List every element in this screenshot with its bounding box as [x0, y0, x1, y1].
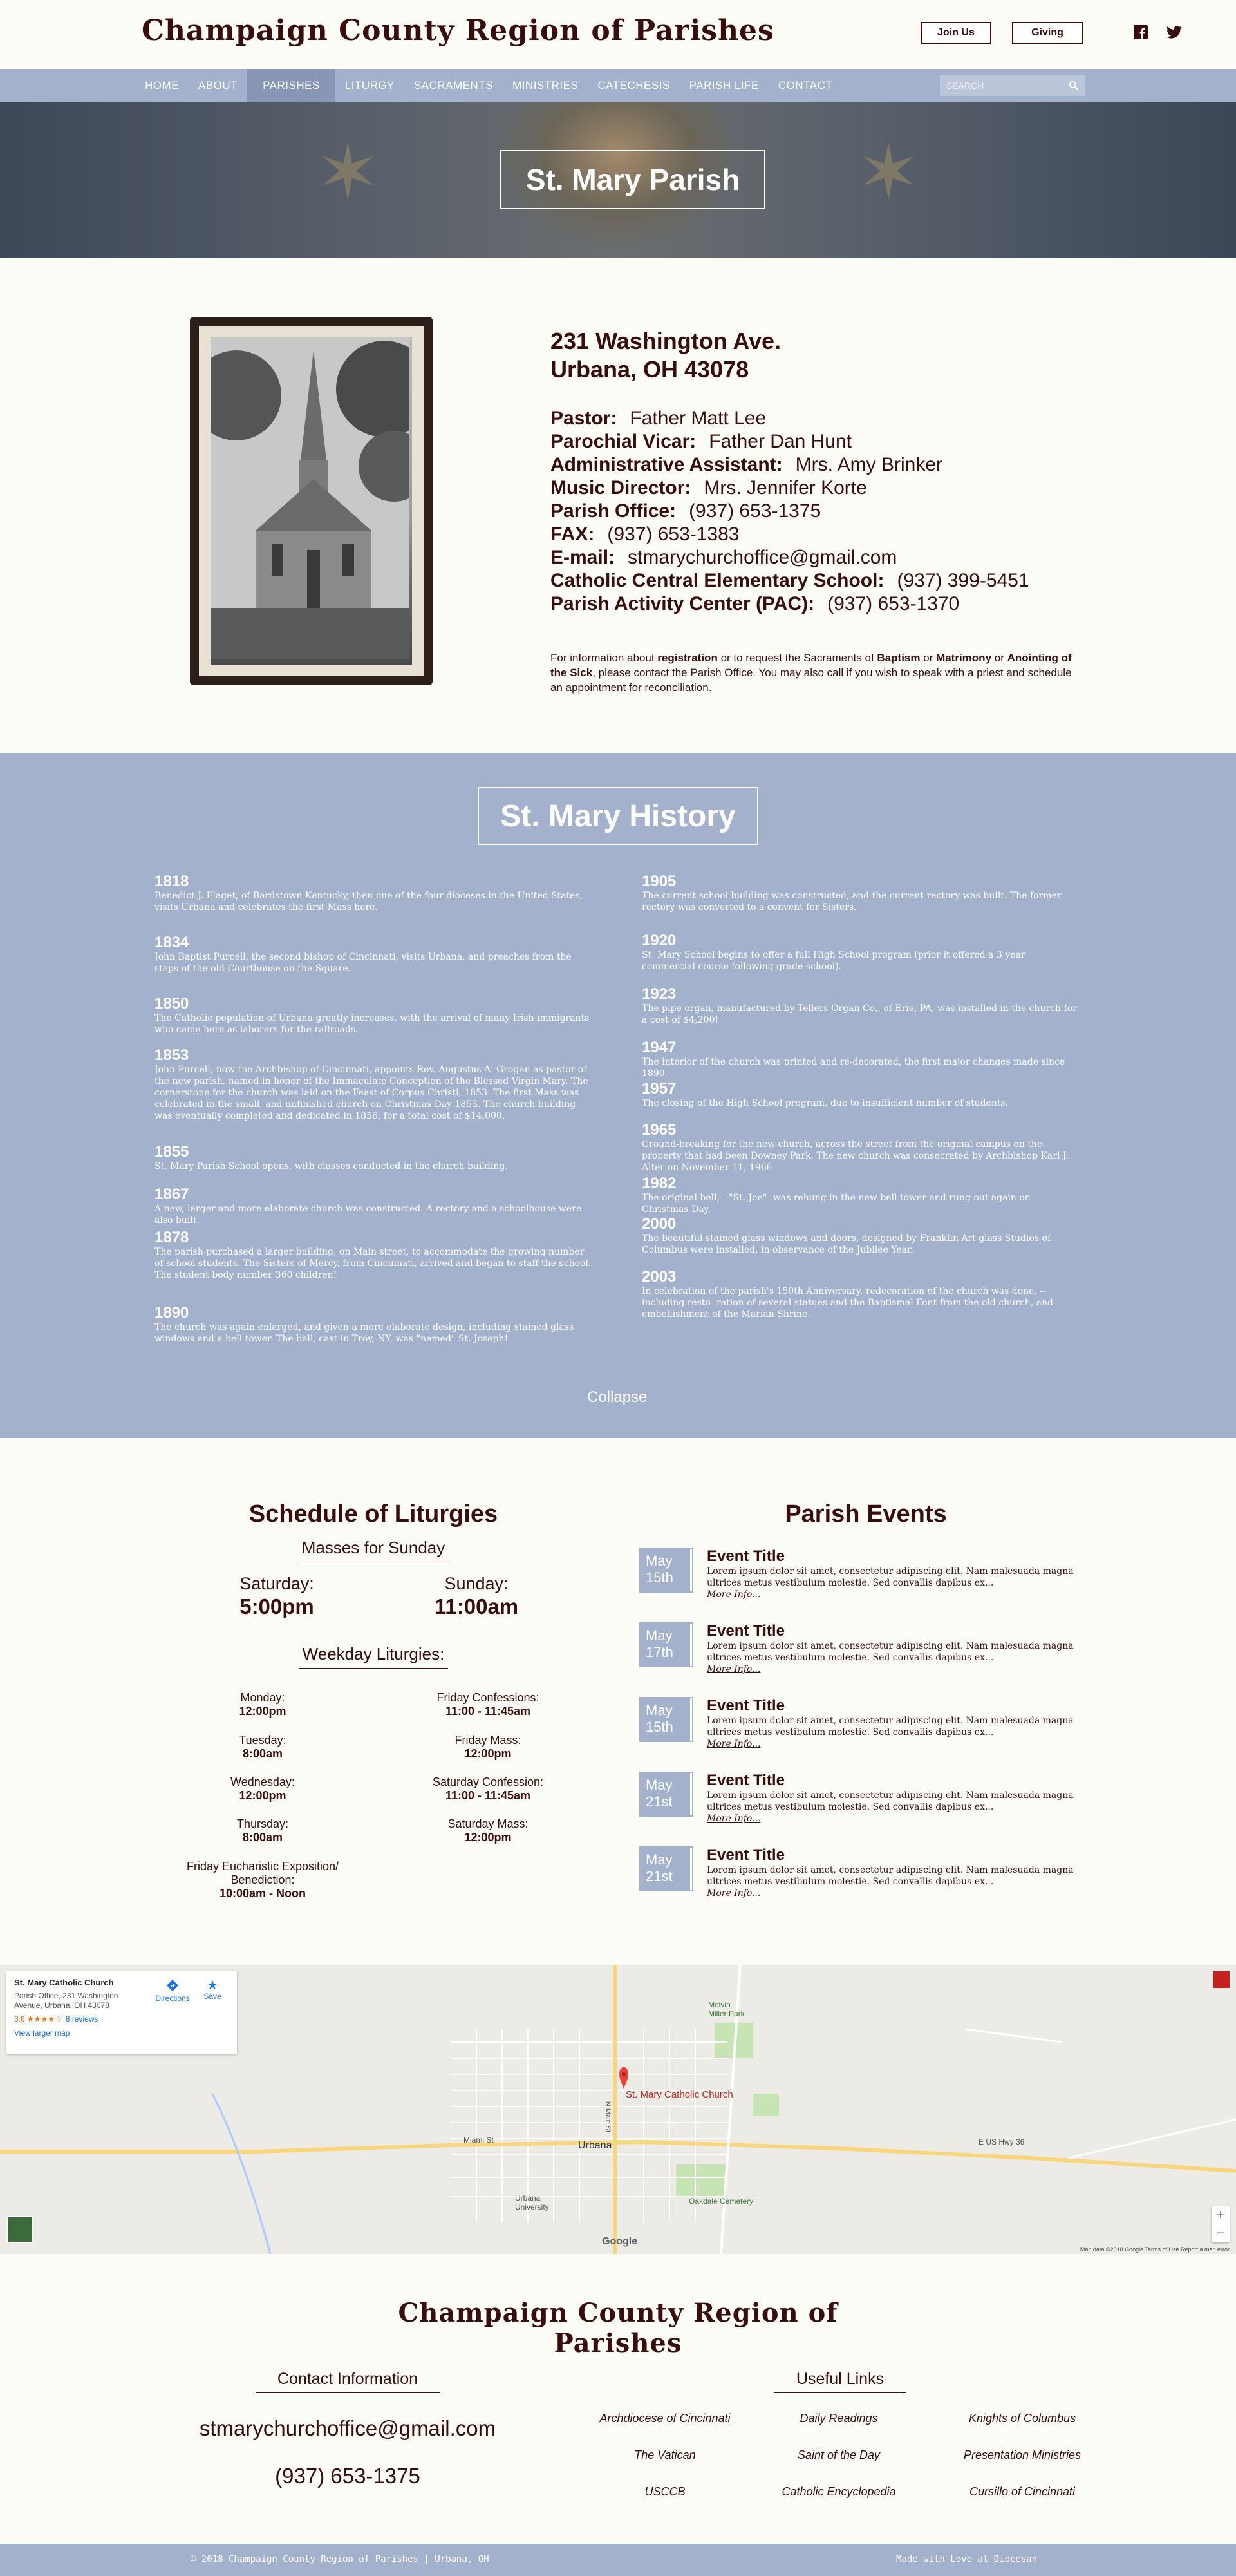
staff-value: Mrs. Amy Brinker	[795, 454, 943, 475]
map-place-name: St. Mary Catholic Church	[14, 1978, 114, 1987]
history-entry	[642, 1269, 1080, 1320]
map-label: E US Hwy 36	[979, 2137, 1025, 2146]
history-entry	[154, 873, 592, 913]
useful-links-heading	[670, 2370, 1011, 2393]
event-month: May	[646, 1777, 673, 1793]
liturgies-title: Schedule of Liturgies	[248, 1501, 498, 1528]
star-decoration-icon: ✶	[856, 129, 921, 216]
history-entry	[154, 996, 592, 1036]
footer-phone: (937) 653-1375	[275, 2464, 420, 2488]
note-bold: Matrimony	[936, 652, 992, 664]
staff-list	[550, 407, 1029, 616]
reviews-link[interactable]: 8 reviews	[65, 2014, 98, 2023]
nav-list	[135, 69, 842, 102]
weekday-label: Saturday Confession:	[432, 1776, 544, 1788]
weekday-time: 12:00pm	[239, 1789, 286, 1802]
map-label: Oakdale Cemetery	[689, 2197, 754, 2206]
weekday-time: 12:00pm	[239, 1705, 286, 1718]
event-title: Event Title	[707, 1548, 785, 1565]
weekday-item	[166, 1691, 359, 1718]
history-text: The original bell, --"St. Joe"--was rehung in the new bell tower and rung out again on Christmas Day.	[642, 1193, 1031, 1215]
map-label: N Main St	[604, 2101, 612, 2133]
staff-row-pac	[550, 592, 1029, 616]
history-year: 1867	[154, 1186, 189, 1203]
staff-value: (937) 653-1383	[607, 524, 740, 545]
history-year: 1855	[154, 1143, 189, 1160]
staff-row-vicar	[550, 430, 1029, 453]
sacraments-note	[550, 650, 1078, 695]
weekday-time: 11:00 - 11:45am	[445, 1789, 531, 1802]
staff-row-pastor	[550, 407, 1029, 430]
twitter-icon[interactable]	[1166, 24, 1182, 40]
footer-link[interactable]: Presentation Ministries	[963, 2448, 1082, 2461]
staff-label: Parish Office:	[550, 500, 677, 522]
history-year: 1965	[642, 1121, 677, 1139]
event-more-link[interactable]: More Info...	[707, 1664, 761, 1674]
event-description: Lorem ipsum dolor sit amet, consectetur adipiscing elit. Nam malesuada magna ultrices metus vestibulum molestie. Sed convallis dapibus ex...	[707, 1790, 1074, 1812]
history-entry	[154, 1305, 592, 1345]
giving-button[interactable]: Giving	[1012, 22, 1083, 44]
history-year: 1923	[642, 985, 677, 1003]
event-more-link[interactable]: More Info...	[707, 1814, 761, 1824]
weekday-time: 12:00pm	[464, 1747, 512, 1760]
event-day: 21st	[646, 1794, 673, 1810]
directions-icon	[166, 1979, 179, 1992]
event-month: May	[646, 1627, 673, 1643]
staff-label: Administrative Assistant:	[550, 454, 783, 475]
weekday-label: Tuesday:	[239, 1734, 286, 1747]
map-label: Urbana University	[515, 2193, 549, 2211]
weekday-heading-text: Weekday Liturgies:	[299, 1644, 449, 1669]
church-image	[211, 337, 412, 665]
map-label: Urbana	[578, 2140, 612, 2151]
weekday-label: Thursday:	[236, 1817, 289, 1830]
footer-link[interactable]: USCCB	[644, 2485, 686, 2498]
history-entry	[642, 933, 1080, 972]
map-attribution: Map data ©2018 Google Terms of Use Report a map error	[1080, 2246, 1230, 2253]
event-day: 15th	[646, 1569, 673, 1586]
staff-row-email	[550, 546, 1029, 569]
history-year: 1905	[642, 873, 677, 890]
fullscreen-icon[interactable]	[1213, 1971, 1230, 1988]
staff-label: FAX:	[550, 524, 595, 545]
staff-label: Catholic Central Elementary School:	[550, 570, 885, 591]
history-entry	[642, 873, 1080, 913]
history-year: 1850	[154, 995, 189, 1012]
save-button[interactable]	[200, 1979, 225, 2001]
footer-link[interactable]: Saint of the Day	[797, 2448, 881, 2461]
staff-row-office	[550, 500, 1029, 523]
map-embed[interactable]	[0, 1965, 1236, 2254]
history-entry	[154, 1229, 592, 1281]
hero-banner	[0, 102, 1236, 258]
history-entry	[642, 986, 1080, 1026]
event-date	[641, 1848, 692, 1890]
history-year: 1982	[642, 1175, 677, 1192]
weekday-time: 8:00am	[242, 1831, 283, 1844]
history-year: 1920	[642, 932, 677, 949]
join-us-button[interactable]: Join Us	[921, 22, 991, 44]
note-text: or to request the Sacraments of	[717, 652, 877, 664]
weekday-item	[166, 1860, 359, 1900]
save-label: Save	[203, 1992, 221, 2001]
footer-link[interactable]: Cursillo of Cincinnati	[969, 2485, 1076, 2498]
weekday-item	[391, 1691, 585, 1718]
search-input[interactable]	[946, 80, 1062, 91]
history-text: In celebration of the parish's 150th Anniversary, redecoration of the church was done, -- including resto- ration of several statues and the Baptismal Font from the old church, and embellishment of the Marian Shrine.	[642, 1286, 1053, 1320]
history-title: St. Mary History	[500, 799, 736, 833]
map-rating	[14, 2014, 229, 2023]
collapse-button[interactable]: Collapse	[587, 1388, 648, 1406]
note-text: or	[991, 652, 1007, 664]
event-month: May	[646, 1852, 673, 1868]
staff-label: Music Director:	[550, 477, 691, 498]
weekday-item	[391, 1817, 585, 1844]
history-text: The current school building was constructed, and the current rectory was built. The former rectory was converted to a convent for Sisters.	[642, 891, 1062, 913]
map-pin-label[interactable]: St. Mary Catholic Church	[626, 2089, 733, 2100]
history-text: John Purcell, now the Archbishop of Cincinnati, appoints Rev. Augustus A. Grogan as pastor of the new parish, named in honor of the Immaculate Conception of the Blessed Virgin Mary. The cornerstone for the church was laid on the Feast of Corpus Christi, 1853. The first Mass was celebrated in the small, and unfinished church on Christmas Day 1853. The church building was eventually completed and dedicated in 1856, for a total cost of $14,000.	[154, 1065, 588, 1121]
history-year: 2003	[642, 1268, 677, 1285]
event-month: May	[646, 1702, 673, 1718]
history-year: 2000	[642, 1215, 677, 1233]
church-photo-frame	[190, 317, 433, 685]
history-entry	[154, 1186, 592, 1226]
weekday-label: Monday:	[240, 1691, 285, 1704]
sunday-mass	[425, 1573, 528, 1620]
weekday-heading	[212, 1644, 534, 1669]
note-bold: registration	[657, 652, 718, 664]
history-text: The Catholic population of Urbana greatly increases, with the arrival of many Irish immigrants who came here as laborers for the railroads.	[154, 1013, 590, 1035]
staff-value: (937) 653-1370	[827, 593, 960, 614]
history-year: 1947	[642, 1039, 677, 1056]
history-title-box	[478, 787, 758, 845]
weekday-label: Friday Confessions:	[436, 1691, 539, 1704]
footer-email[interactable]: stmarychurchoffice@gmail.com	[199, 2416, 496, 2440]
main-nav	[0, 69, 1236, 102]
nav-item-parishes[interactable]: PARISHES	[247, 69, 335, 102]
staff-row-music	[550, 477, 1029, 500]
site-header	[0, 0, 1236, 69]
history-text: A new, larger and more elaborate church was constructed. A rectory and a schoolhouse were also built.	[154, 1204, 582, 1226]
contact-heading	[129, 2370, 566, 2393]
history-year: 1818	[154, 873, 189, 890]
event-day: 15th	[646, 1719, 673, 1735]
star-rating-icon: ★★★★☆	[27, 2014, 62, 2023]
staff-label: Pastor:	[550, 408, 617, 429]
history-text: St. Mary Parish School opens, with classes conducted in the church building.	[154, 1161, 508, 1171]
weekday-label: Wednesday:	[230, 1776, 295, 1788]
google-logo: Google	[602, 2236, 638, 2247]
history-text: John Baptist Purcell, the second bishop of Cincinnati, visits Urbana, and preaches from the steps of the old Courthouse on the Square.	[154, 952, 572, 974]
directions-label: Directions	[155, 1994, 190, 2003]
nav-item-home[interactable]: HOME	[145, 79, 179, 91]
mass-time: 11:00am	[434, 1595, 519, 1618]
footer-link[interactable]: The Vatican	[634, 2448, 696, 2461]
event-title: Event Title	[707, 1846, 785, 1864]
map-label: Miami St	[464, 2136, 494, 2145]
rating-value: 3.6	[14, 2014, 25, 2023]
event-more-link[interactable]: More Info...	[707, 1888, 761, 1899]
events-title: Parish Events	[785, 1501, 947, 1528]
footer-link[interactable]: Daily Readings	[800, 2412, 878, 2425]
event-item	[641, 1848, 1078, 1906]
event-description: Lorem ipsum dolor sit amet, consectetur adipiscing elit. Nam malesuada magna ultrices metus vestibulum molestie. Sed convallis dapibus ex...	[707, 1566, 1074, 1588]
history-text: The pipe organ, manufactured by Tellers Organ Co., of Erie, PA, was installed in the church for a cost of $4,200!	[642, 1003, 1077, 1025]
note-text: or	[920, 652, 937, 664]
site-logo[interactable]: Champaign County Region of Parishes	[142, 14, 774, 47]
event-date	[641, 1624, 692, 1666]
nav-item-about[interactable]: ABOUT	[198, 79, 238, 91]
staff-row-admin	[550, 453, 1029, 477]
satellite-toggle[interactable]	[6, 2216, 33, 2243]
event-description: Lorem ipsum dolor sit amet, consectetur adipiscing elit. Nam malesuada magna ultrices metus vestibulum molestie. Sed convallis dapibus ex...	[707, 1865, 1074, 1887]
footer-link[interactable]: Archdiocese of Cincinnati	[599, 2412, 731, 2425]
sunday-heading-text: Masses for Sunday	[298, 1538, 449, 1562]
made-with-text: Made with Love at Diocesan	[896, 2554, 1038, 2564]
event-item	[641, 1698, 1078, 1756]
history-entry	[154, 1047, 592, 1122]
staff-value: (937) 653-1375	[689, 500, 821, 522]
event-more-link[interactable]: More Info...	[707, 1739, 761, 1749]
history-entry	[642, 1122, 1080, 1173]
history-text: The church was again enlarged, and given a more elaborate design, including stained glass windows and a bell tower. The bell, cast in Troy, NY, was "named" St. Joseph!	[154, 1322, 574, 1344]
weekday-label: Friday Mass:	[454, 1734, 521, 1747]
staff-row-school	[550, 569, 1029, 592]
mass-day: Sunday:	[444, 1574, 509, 1593]
useful-links-heading-text: Useful Links	[774, 2370, 906, 2393]
map-place-address: Parish Office, 231 Washington Avenue, Urbana, OH 43078	[14, 1991, 118, 2010]
weekday-time: 8:00am	[242, 1747, 283, 1760]
weekday-time: 12:00pm	[464, 1831, 512, 1844]
map-place-card	[6, 1971, 237, 2054]
footer-link[interactable]: Catholic Encyclopedia	[782, 2485, 896, 2498]
contact-heading-text: Contact Information	[256, 2370, 440, 2393]
history-text: The parish purchased a larger building, on Main street, to accommodate the growing number of school students. The Sisters of Mercy, from Cincinnati, arrived and began to staff the school. The student body number 360 children!	[154, 1247, 592, 1280]
weekday-time: 11:00 - 11:45am	[445, 1705, 531, 1718]
nav-item-ministries[interactable]: MINISTRIES	[512, 79, 579, 91]
staff-value: Father Matt Lee	[630, 408, 767, 429]
event-day: 21st	[646, 1868, 673, 1884]
history-text: The beautiful stained glass windows and doors, designed by Franklin Art glass Studios of Columbus were installed, in observance of the Jubilee Year.	[642, 1233, 1051, 1255]
event-title: Event Title	[707, 1622, 785, 1640]
history-year: 1890	[154, 1304, 189, 1321]
note-text: For information about	[550, 652, 658, 664]
event-description: Lorem ipsum dolor sit amet, consectetur adipiscing elit. Nam malesuada magna ultrices metus vestibulum molestie. Sed convallis dapibus ex...	[707, 1641, 1074, 1663]
event-title: Event Title	[707, 1772, 785, 1789]
history-year: 1878	[154, 1229, 189, 1246]
weekday-item	[166, 1776, 359, 1803]
event-title: Event Title	[707, 1697, 785, 1714]
event-item	[641, 1773, 1078, 1831]
weekday-item	[166, 1817, 359, 1844]
page-title: St. Mary Parish	[525, 163, 740, 196]
nav-item-liturgy[interactable]: LITURGY	[344, 79, 395, 91]
history-entry	[154, 1144, 592, 1172]
zoom-out-button[interactable]: −	[1217, 2226, 1224, 2240]
staff-label: Parochial Vicar:	[550, 431, 697, 452]
weekday-time: 10:00am - Noon	[219, 1887, 306, 1900]
search-icon[interactable]	[1069, 80, 1079, 91]
weekday-item	[166, 1734, 359, 1761]
staff-label: Parish Activity Center (PAC):	[550, 593, 815, 614]
staff-label: E-mail:	[550, 547, 615, 568]
note-bold: Anointing of the Sick	[550, 652, 1072, 679]
history-text: St. Mary School begins to offer a full High School program (prior it offered a 3 year commercial course following grade school).	[642, 950, 1025, 972]
staff-value: (937) 399-5451	[897, 570, 1029, 591]
history-year: 1834	[154, 934, 189, 951]
event-date	[641, 1549, 692, 1591]
event-item	[641, 1624, 1078, 1681]
history-year: 1957	[642, 1080, 677, 1097]
footer-logo[interactable]: Champaign County Region of Parishes	[398, 2298, 838, 2358]
history-text: The interior of the church was printed and re-decorated, the first major changes made since 1890.	[642, 1057, 1065, 1079]
history-section	[0, 753, 1236, 1438]
facebook-icon[interactable]	[1133, 24, 1148, 40]
search-box	[940, 75, 1085, 96]
weekday-item	[391, 1734, 585, 1761]
history-text: Ground-breaking for the new church, across the street from the original campus on the property that had been Downey Park. The new church was consecrated by Archbishop Karl J. Alter on November 11, 1966	[642, 1139, 1069, 1173]
event-more-link[interactable]: More Info...	[707, 1589, 761, 1600]
staff-value: Father Dan Hunt	[709, 431, 852, 452]
nav-item-catechesis[interactable]: CATECHESIS	[597, 79, 670, 91]
event-description: Lorem ipsum dolor sit amet, consectetur adipiscing elit. Nam malesuada magna ultrices metus vestibulum molestie. Sed convallis dapibus ex...	[707, 1716, 1074, 1738]
hero-title-box	[500, 150, 765, 209]
bottom-bar	[0, 2544, 1236, 2576]
map-label: Melvin Miller Park	[708, 2000, 745, 2018]
event-date	[641, 1698, 692, 1741]
nav-item-parish-life[interactable]: PARISH LIFE	[689, 79, 759, 91]
copyright-text: © 2018 Champaign County Region of Parishes | Urbana, OH	[191, 2554, 489, 2564]
saturday-mass	[235, 1573, 319, 1620]
event-item	[641, 1549, 1078, 1607]
address-line-1: 231 Washington Ave.	[550, 328, 782, 354]
zoom-in-button[interactable]: +	[1217, 2208, 1224, 2222]
address-line-2: Urbana, OH 43078	[550, 356, 749, 383]
parish-address	[550, 327, 781, 384]
event-date	[641, 1773, 692, 1815]
history-entry	[642, 1039, 1080, 1079]
star-icon: ★	[207, 1978, 218, 1993]
history-text: Benedict J. Flaget, of Bardstown Kentucky, then one of the four dioceses in the United States, visits Urbana and celebrates the first Mass here.	[154, 891, 583, 913]
weekday-label: Friday Eucharistic Exposition/ Benediction:	[186, 1860, 339, 1886]
history-year: 1853	[154, 1046, 189, 1064]
history-entry	[642, 1216, 1080, 1256]
email-link[interactable]: stmarychurchoffice@gmail.com	[628, 547, 897, 568]
mass-time: 5:00pm	[239, 1595, 314, 1618]
history-text: The closing of the High School program, due to insufficient number of students.	[642, 1098, 1009, 1108]
nav-item-sacraments[interactable]: SACRAMENTS	[413, 79, 494, 91]
mass-day: Saturday:	[239, 1574, 314, 1593]
zoom-controls	[1212, 2206, 1230, 2242]
nav-item-contact[interactable]: CONTACT	[778, 79, 833, 91]
directions-button[interactable]	[153, 1979, 192, 2003]
church-photo	[199, 326, 424, 676]
history-entry	[642, 1175, 1080, 1215]
event-month: May	[646, 1553, 673, 1569]
view-larger-map-link[interactable]: View larger map	[14, 2029, 70, 2038]
staff-value: Mrs. Jennifer Korte	[704, 477, 867, 498]
staff-row-fax	[550, 523, 1029, 546]
event-day: 17th	[646, 1644, 673, 1660]
sunday-heading	[212, 1538, 534, 1562]
history-entry	[154, 934, 592, 974]
note-bold: Baptism	[877, 652, 921, 664]
note-text: , please contact the Parish Office. You may also call if you wish to speak with a priest and schedule an appointment for reconciliation.	[550, 667, 1072, 694]
footer-link[interactable]: Knights of Columbus	[968, 2412, 1076, 2425]
history-entry	[642, 1081, 1080, 1109]
weekday-label: Saturday Mass:	[447, 1817, 529, 1830]
weekday-item	[391, 1776, 585, 1803]
star-decoration-icon: ✶	[315, 129, 380, 216]
